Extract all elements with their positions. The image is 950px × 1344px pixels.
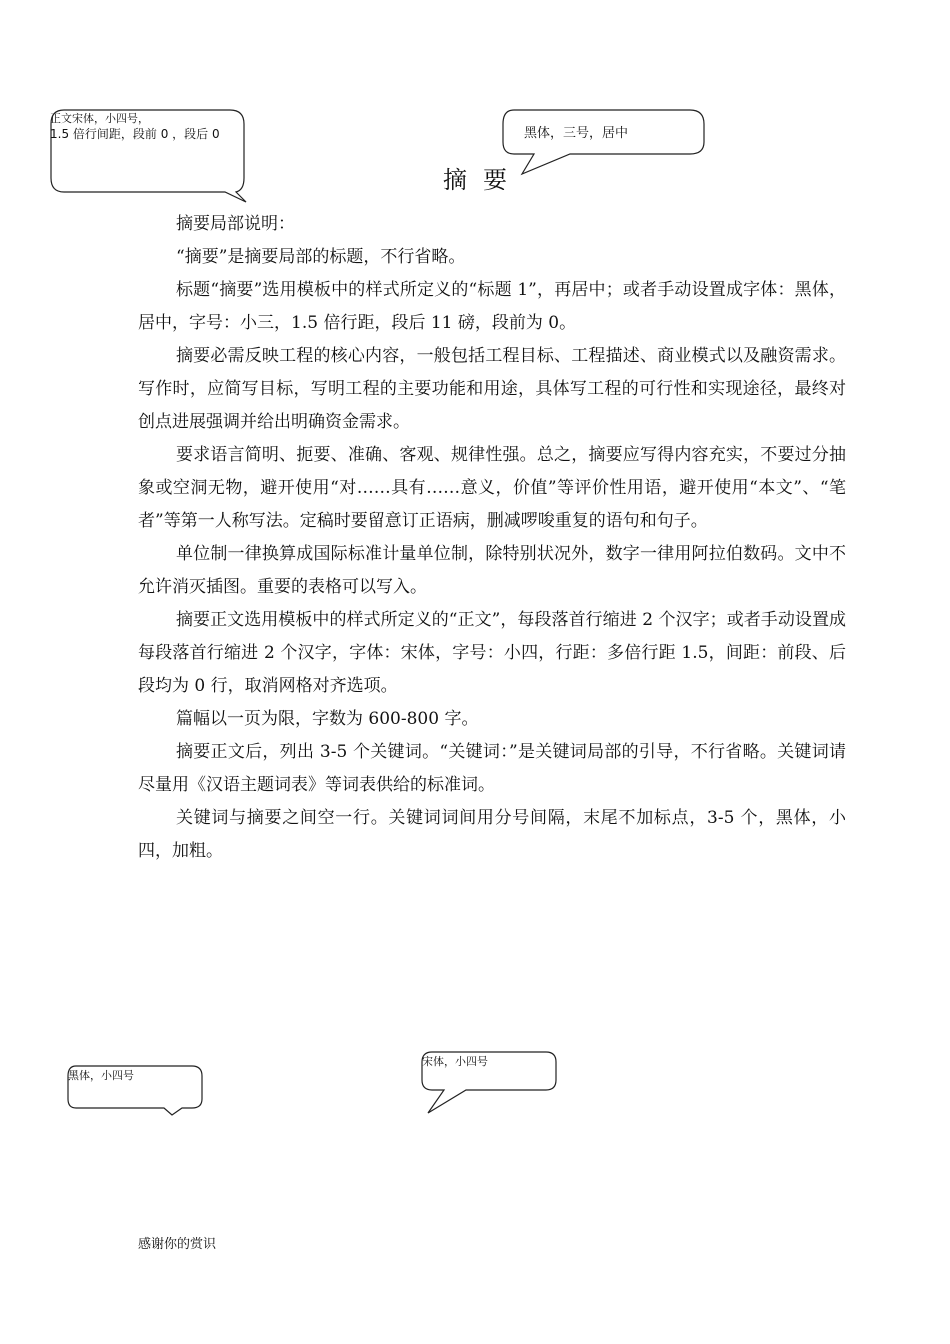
- page-title: 摘要: [443, 166, 523, 194]
- callout-bottom-left-text: 黑体，小四号: [68, 1069, 134, 1082]
- paragraph: 关键词与摘要之间空一行。关键词词间用分号间隔，末尾不加标点，3-5 个，黑体，小四，加粗。: [138, 808, 846, 861]
- callout-bottom-mid-text: 宋体，小四号: [422, 1055, 488, 1068]
- callout-top-left-line1: 正文宋体，小四号，: [50, 112, 149, 125]
- paragraph: 单位制一律换算成国际标准计量单位制，除特别状况外，数字一律用阿拉伯数码。文中不允许消灭插图。重要的表格可以写入。: [138, 544, 846, 597]
- callout-bottom-mid: [420, 1050, 560, 1116]
- body-text: [138, 208, 846, 868]
- paragraph: “摘要”是摘要局部的标题，不行省略。: [176, 247, 466, 267]
- paragraph: 摘要局部说明：: [176, 214, 295, 234]
- callout-bottom-left: [66, 1063, 206, 1119]
- paragraph: 要求语言简明、扼要、准确、客观、规律性强。总之，摘要应写得内容充实，不要过分抽象或空洞无物，避开使用“对……具有……意义，价值”等评价性用语，避开使用“本文”、“笔者”等第一人称写法。定稿时要留意订正语病，删减啰唆重复的语句和句子。: [138, 445, 846, 531]
- paragraph: 摘要必需反映工程的核心内容，一般包括工程目标、工程描述、商业模式以及融资需求。写作时，应简写目标，写明工程的主要功能和用途，具体写工程的可行性和实现途径，最终对创点进展强调并给出明确资金需求。: [138, 346, 846, 432]
- paragraph: 摘要正文选用模板中的样式所定义的“正文”，每段落首行缩进 2 个汉字；或者手动设置成每段落首行缩进 2 个汉字，字体：宋体，字号：小四，行距：多倍行距 1.5，间距：前段、后段均为 0 行，取消网格对齐选项。: [138, 610, 846, 696]
- paragraph: 摘要正文后，列出 3-5 个关键词。“关键词：”是关键词局部的引导，不行省略。关键词请尽量用《汉语主题词表》等词表供给的标准词。: [138, 742, 846, 795]
- footer-text: 感谢你的赏识: [138, 1237, 217, 1252]
- paragraph: 标题“摘要”选用模板中的样式所定义的“标题 1”，再居中；或者手动设置成字体：黑体，居中，字号：小三，1.5 倍行距，段后 11 磅，段前为 0。: [138, 280, 846, 333]
- callout-top-left-line2: 1.5 倍行间距，段前 0 ，段后 0: [50, 127, 220, 141]
- callout-top-right-text: 黑体，三号，居中: [524, 126, 629, 141]
- paragraph: 篇幅以一页为限，字数为 600-800 字。: [176, 709, 479, 729]
